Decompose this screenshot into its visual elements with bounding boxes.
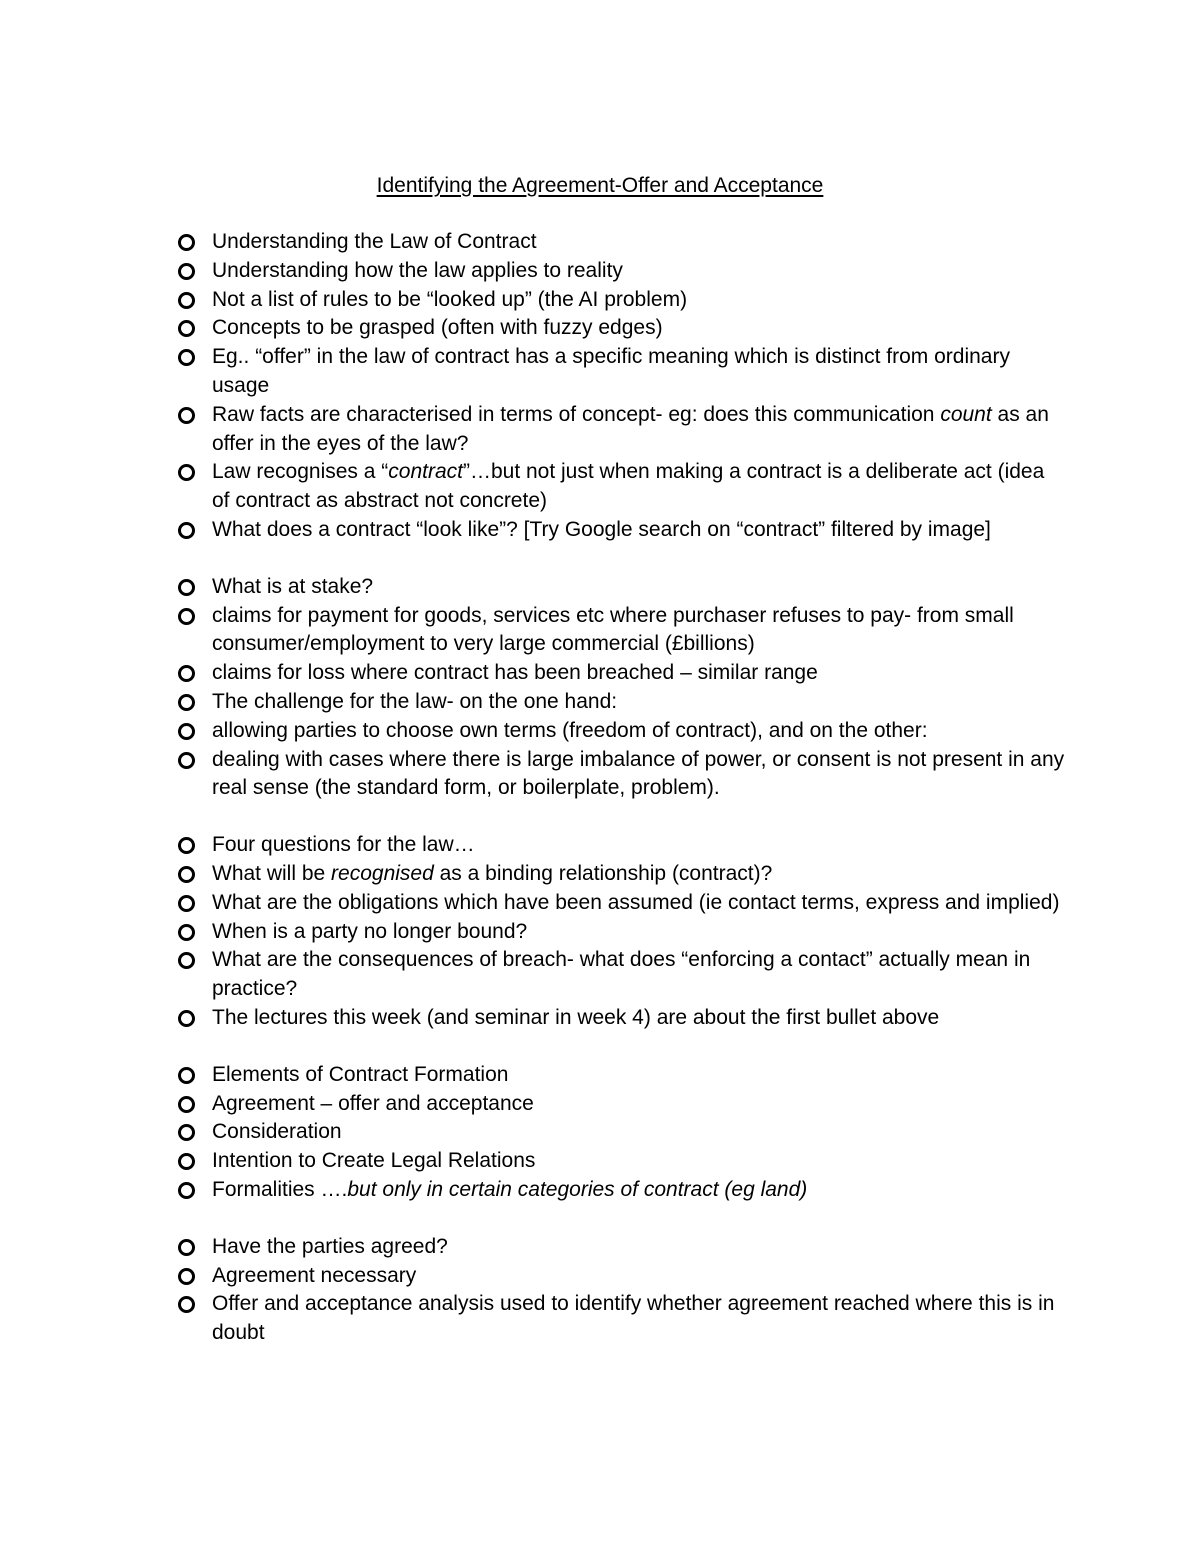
bullet-item: [176, 889, 1066, 918]
hollow-circle-bullet-icon: [178, 1067, 195, 1084]
bullet-text: When is a party no longer bound?: [212, 919, 528, 943]
bullet-group: [176, 831, 1066, 1033]
bullet-text: Agreement necessary: [212, 1263, 417, 1287]
bullet-item: [176, 1233, 1066, 1262]
bullet-text: The challenge for the law- on the one hand:: [212, 689, 618, 713]
hollow-circle-bullet-icon: [178, 1268, 195, 1285]
bullet-group: [176, 1061, 1066, 1205]
bullet-item: [176, 1262, 1066, 1291]
bullet-item: [176, 918, 1066, 947]
bullet-list: [176, 228, 1066, 1376]
hollow-circle-bullet-icon: [178, 895, 195, 912]
bullet-group: [176, 573, 1066, 803]
hollow-circle-bullet-icon: [178, 1010, 195, 1027]
bullet-item: [176, 228, 1066, 257]
bullet-item: [176, 717, 1066, 746]
bullet-text: What is at stake?: [212, 574, 374, 598]
bullet-item: [176, 458, 1066, 516]
bullet-text: Understanding how the law applies to reality: [212, 258, 623, 282]
bullet-item: [176, 257, 1066, 286]
bullet-text: Offer and acceptance analysis used to identify whether agreement reached where this is in doubt: [212, 1292, 1055, 1345]
bullet-item: [176, 573, 1066, 602]
bullet-text: Understanding the Law of Contract: [212, 230, 537, 253]
italic-text: but only in certain categories of contract (eg land): [347, 1177, 808, 1201]
hollow-circle-bullet-icon: [178, 464, 195, 481]
bullet-text: Have the parties agreed?: [212, 1234, 448, 1258]
bullet-item: [176, 286, 1066, 315]
bullet-text: What will be: [212, 861, 332, 885]
bullet-item: [176, 1118, 1066, 1147]
bullet-item: [176, 1061, 1066, 1090]
bullet-text: Eg.. “offer” in the law of contract has a specific meaning which is distinct from ordinary usage: [212, 345, 1010, 397]
bullet-text: What are the consequences of breach- what does “enforcing a contact” actually mean in practice?: [212, 948, 1031, 1001]
bullet-item: [176, 831, 1066, 860]
bullet-text: Formalities ….: [212, 1177, 348, 1201]
bullet-text: ”…but not just when making a contract is a deliberate act (idea of contract as abstract not concrete): [212, 460, 1045, 513]
bullet-text: Raw facts are characterised in terms of concept- eg: does this communication: [212, 402, 941, 426]
hollow-circle-bullet-icon: [178, 837, 195, 854]
hollow-circle-bullet-icon: [178, 349, 195, 366]
hollow-circle-bullet-icon: [178, 579, 195, 596]
bullet-text: Four questions for the law…: [212, 833, 475, 857]
bullet-item: [176, 1290, 1066, 1348]
bullet-item: [176, 659, 1066, 688]
bullet-text: dealing with cases where there is large imbalance of power, or consent is not present in any real sense (the standard form, or boilerplate, problem).: [212, 747, 1065, 800]
hollow-circle-bullet-icon: [178, 1239, 195, 1256]
bullet-text: claims for payment for goods, services etc where purchaser refuses to pay- from small consumer/employment to very large commercial (£billions): [212, 603, 1014, 656]
bullet-text: What are the obligations which have been assumed (ie contact terms, express and implied): [212, 890, 1060, 914]
bullet-group: [176, 228, 1066, 545]
bullet-item: [176, 343, 1066, 401]
bullet-item: [176, 1176, 1066, 1205]
bullet-item: [176, 516, 1066, 545]
italic-text: count: [940, 402, 992, 426]
italic-text: contract: [388, 460, 463, 484]
hollow-circle-bullet-icon: [178, 320, 195, 337]
bullet-text: as an offer in the eyes of the law?: [212, 402, 1049, 455]
hollow-circle-bullet-icon: [178, 866, 195, 883]
bullet-item: [176, 314, 1066, 343]
hollow-circle-bullet-icon: [178, 1096, 195, 1113]
bullet-text: Consideration: [212, 1120, 342, 1144]
hollow-circle-bullet-icon: [178, 924, 195, 941]
hollow-circle-bullet-icon: [178, 292, 195, 309]
bullet-item: [176, 688, 1066, 717]
bullet-text: Elements of Contract Formation: [212, 1062, 509, 1086]
hollow-circle-bullet-icon: [178, 1296, 195, 1313]
hollow-circle-bullet-icon: [178, 952, 195, 969]
bullet-item: [176, 1004, 1066, 1033]
bullet-text: Agreement – offer and acceptance: [212, 1091, 534, 1115]
bullet-item: [176, 602, 1066, 660]
hollow-circle-bullet-icon: [178, 723, 195, 740]
hollow-circle-bullet-icon: [178, 665, 195, 682]
bullet-text: claims for loss where contract has been breached – similar range: [212, 661, 818, 685]
bullet-item: [176, 401, 1066, 459]
hollow-circle-bullet-icon: [178, 608, 195, 625]
hollow-circle-bullet-icon: [178, 694, 195, 711]
bullet-item: [176, 1090, 1066, 1119]
bullet-item: [176, 946, 1066, 1004]
bullet-text: What does a contract “look like”? [Try Google search on “contract” filtered by image]: [212, 517, 991, 541]
hollow-circle-bullet-icon: [178, 522, 195, 539]
bullet-item: [176, 860, 1066, 889]
italic-text: recognised: [331, 861, 434, 885]
bullet-item: [176, 746, 1066, 804]
bullet-text: as a binding relationship (contract)?: [433, 861, 773, 885]
hollow-circle-bullet-icon: [178, 752, 195, 769]
bullet-text: The lectures this week (and seminar in week 4) are about the first bullet above: [212, 1005, 940, 1029]
bullet-text: Law recognises a “: [212, 460, 389, 484]
bullet-text: Not a list of rules to be “looked up” (the AI problem): [212, 287, 688, 311]
hollow-circle-bullet-icon: [178, 407, 195, 424]
hollow-circle-bullet-icon: [178, 234, 195, 251]
bullet-group: [176, 1233, 1066, 1348]
hollow-circle-bullet-icon: [178, 1153, 195, 1170]
hollow-circle-bullet-icon: [178, 1182, 195, 1199]
bullet-text: allowing parties to choose own terms (freedom of contract), and on the other:: [212, 718, 928, 742]
bullet-text: Intention to Create Legal Relations: [212, 1149, 536, 1173]
page-title: Identifying the Agreement-Offer and Acceptance: [376, 174, 824, 197]
hollow-circle-bullet-icon: [178, 263, 195, 280]
bullet-item: [176, 1147, 1066, 1176]
bullet-text: Concepts to be grasped (often with fuzzy edges): [212, 316, 663, 340]
hollow-circle-bullet-icon: [178, 1124, 195, 1141]
